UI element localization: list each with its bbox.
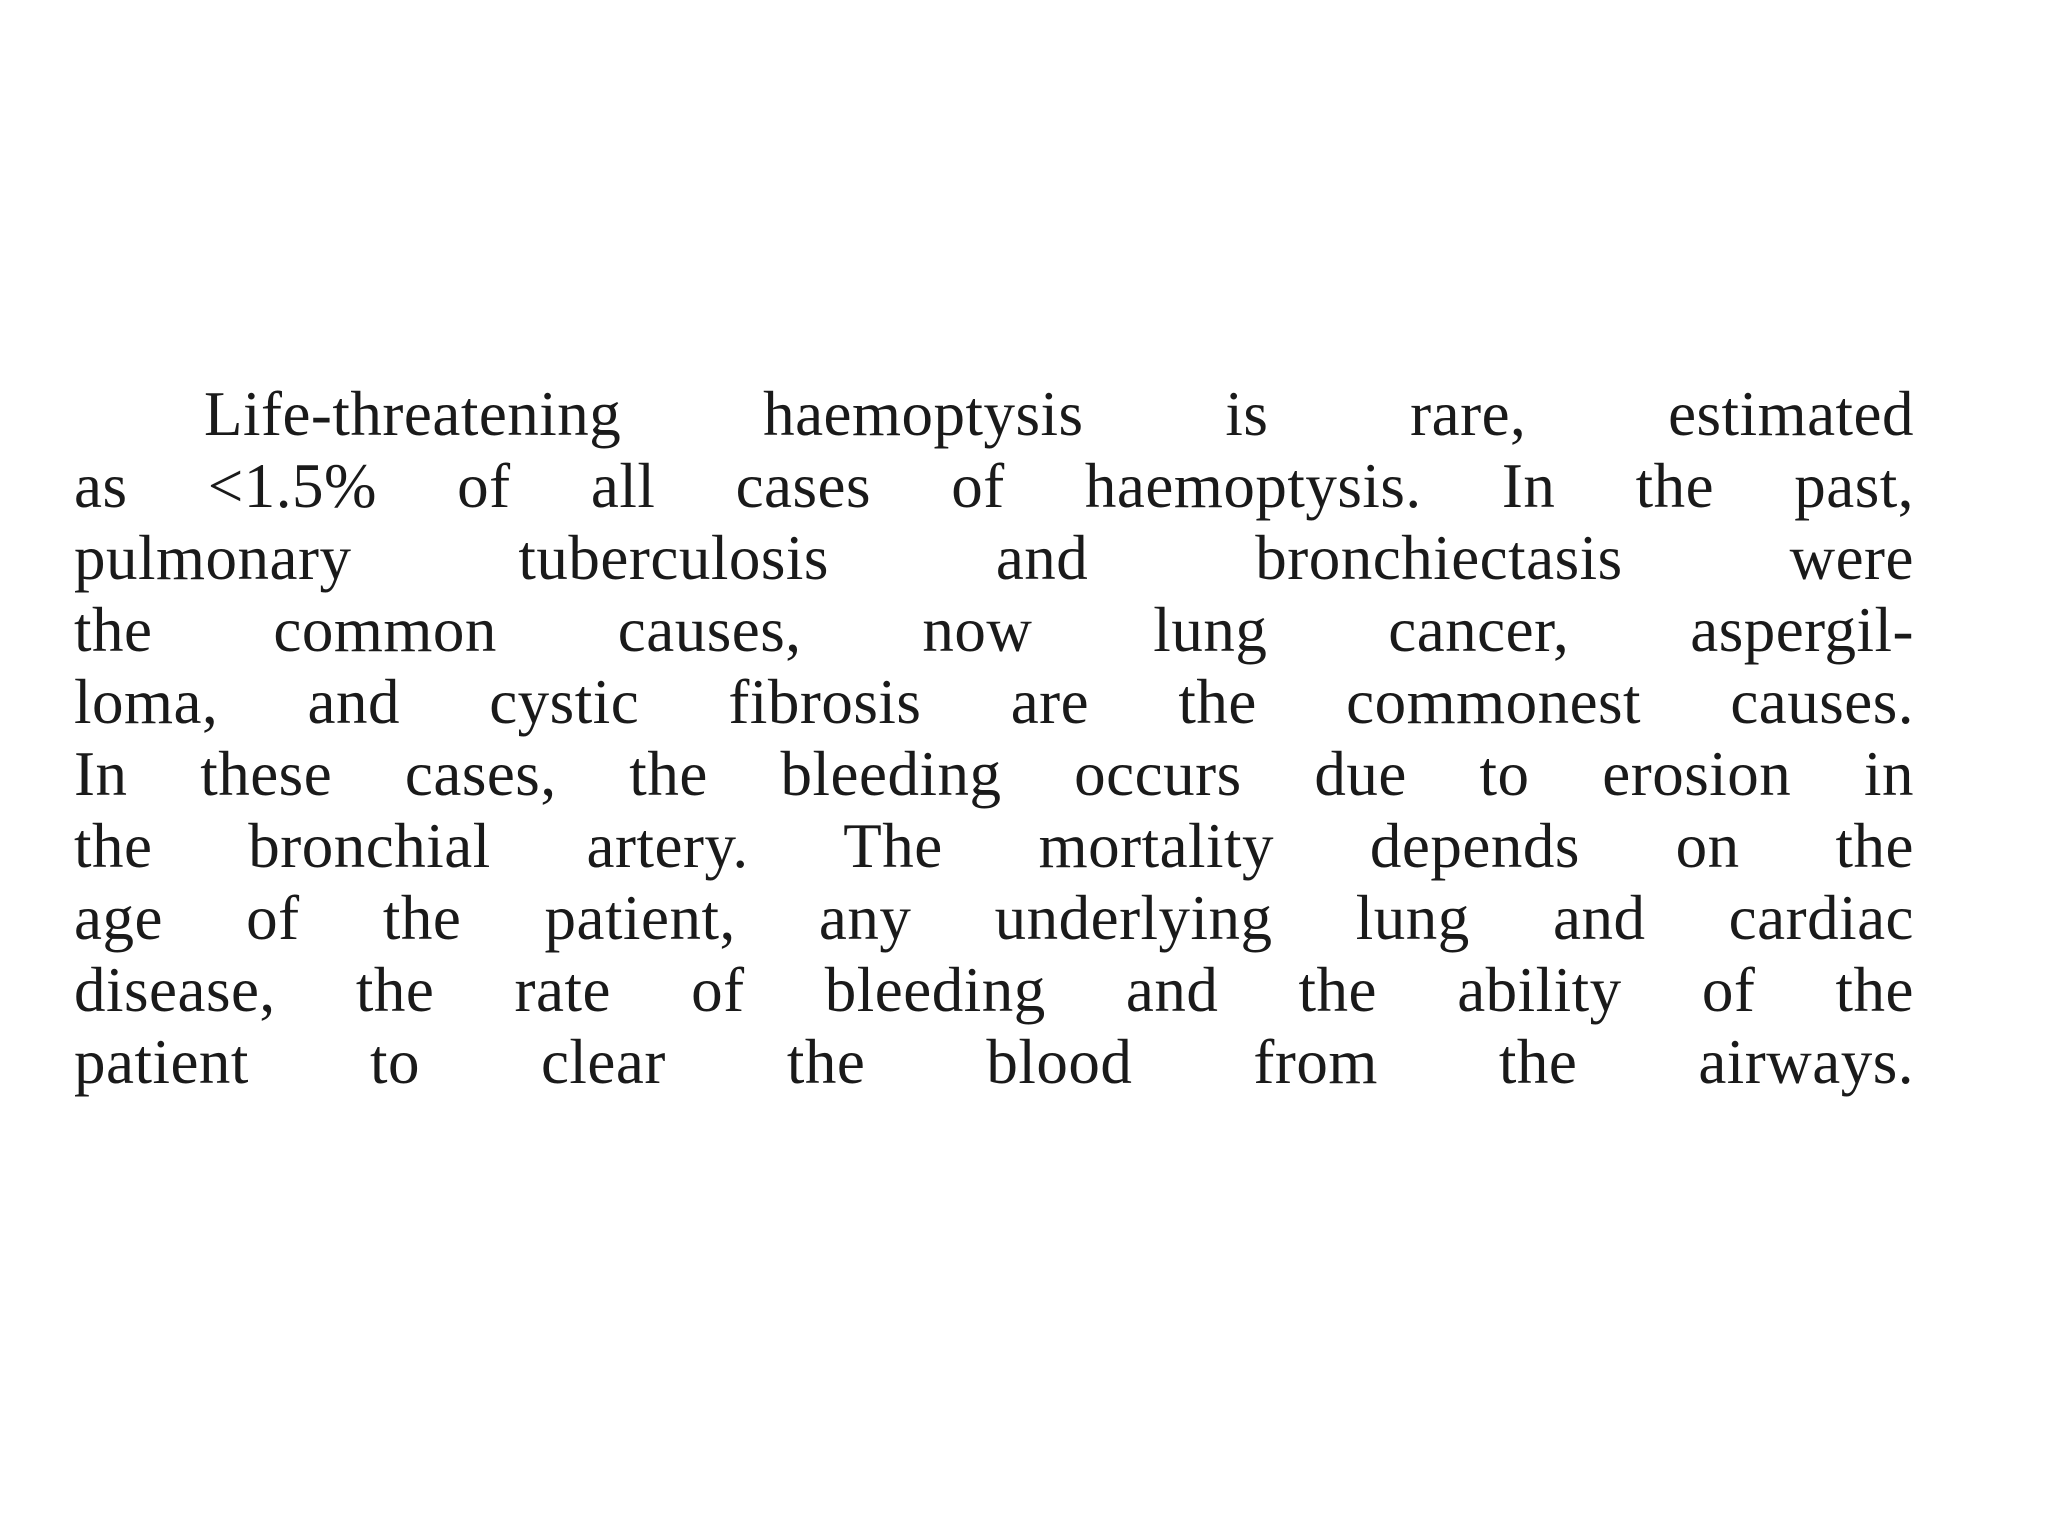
paragraph-line: the common causes, now lung cancer, aspergil- <box>74 595 1914 665</box>
paragraph-line: disease, the rate of bleeding and the ability of the <box>74 955 1914 1025</box>
paragraph-line: Life-threatening haemoptysis is rare, estimated <box>204 379 1914 449</box>
paragraph-line: age of the patient, any underlying lung and cardiac <box>74 883 1914 953</box>
paragraph-line: patient to clear the blood from the airways. <box>74 1027 1914 1097</box>
paragraph-line: In these cases, the bleeding occurs due to erosion in <box>74 739 1914 809</box>
paragraph-line: the bronchial artery. The mortality depends on the <box>74 811 1914 881</box>
paragraph-line: as <1.5% of all cases of haemoptysis. In the past, <box>74 451 1914 521</box>
paragraph-line: pulmonary tuberculosis and bronchiectasis were <box>74 523 1914 593</box>
paragraph <box>74 378 1914 1098</box>
paragraph-line: loma, and cystic fibrosis are the commonest causes. <box>74 667 1914 737</box>
